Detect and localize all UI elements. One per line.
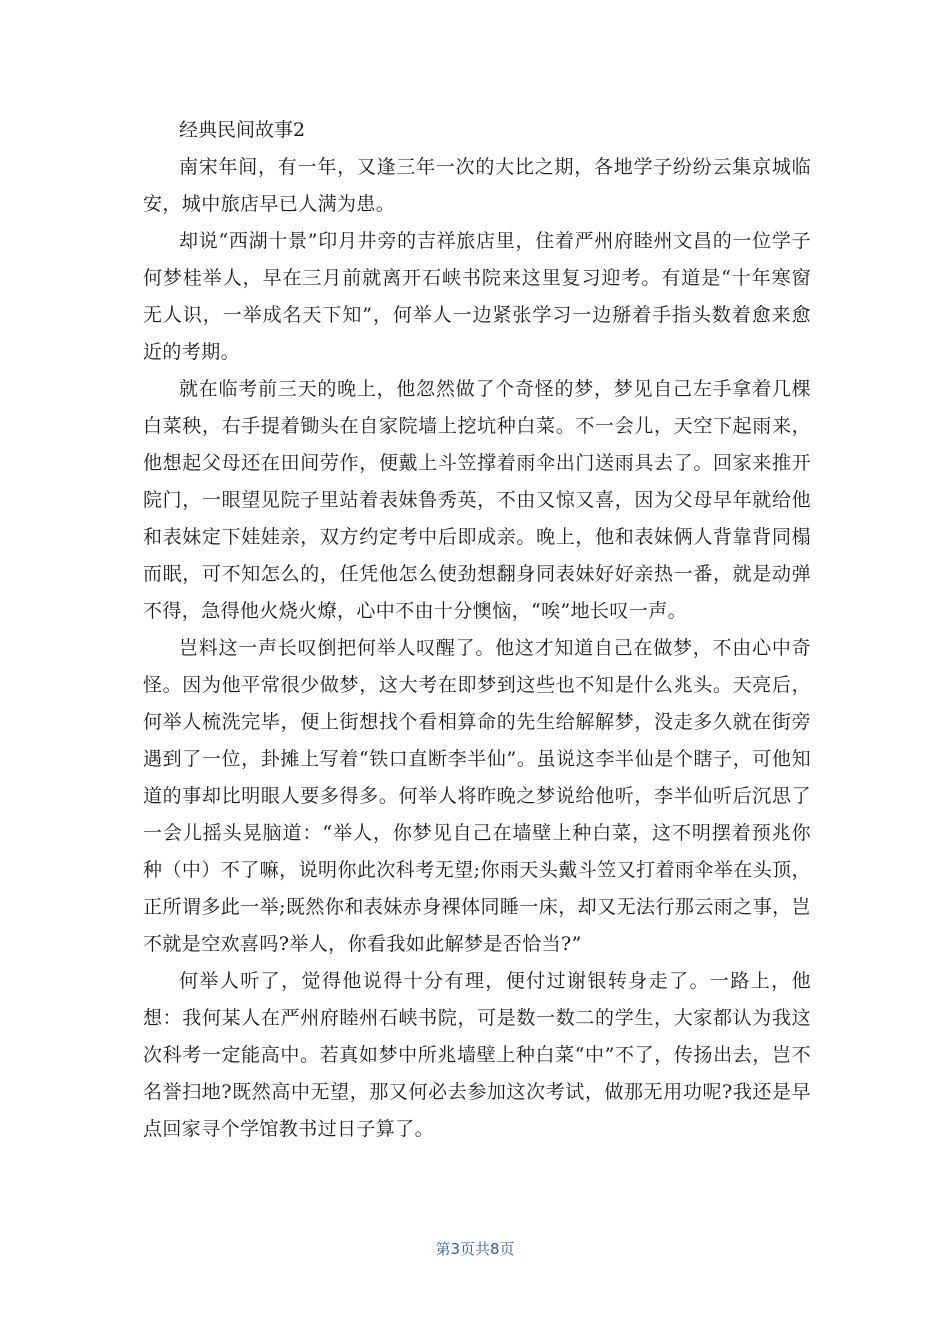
paragraph-1: 南宋年间，有一年，又逢三年一次的大比之期，各地学子纷纷云集京城临安，城中旅店早已人满为患。 — [143, 156, 811, 215]
story-heading: 经典民间故事2 — [179, 119, 306, 141]
paragraph-3: 就在临考前三天的晚上，他忽然做了个奇怪的梦，梦见自己左手拿着几棵白菜秧，右手提着锄头在自家院墙上挖坑种白菜。不一会儿，天空下起雨来，他想起父母还在田间劳作，便戴上斗笠撑着雨伞出门送雨具去了。回家来推开院门，一眼望见院子里站着表妹鲁秀英，不由又惊又喜，因为父母早年就给他和表妹定下娃娃亲，双方约定考中后即成亲。晚上，他和表妹俩人背靠背同榻而眠，可不知怎么的，任凭他怎么使劲想翻身同表妹好好亲热一番，就是动弹不得，急得他火烧火燎，心中不由十分懊恼，“唉”地长叹一声。 — [143, 378, 811, 622]
paragraph-2: 却说“西湖十景”印月井旁的吉祥旅店里，住着严州府睦州文昌的一位学子何梦桂举人，早在三月前就离开石峡书院来这里复习迎考。有道是“十年寒窗无人识，一举成名天下知”，何举人一边紧张学习一边掰着手指头数着愈来愈近的考期。 — [143, 230, 811, 363]
document-body — [143, 112, 811, 1148]
page-number: 第3页共8页 — [435, 1240, 515, 1258]
paragraph-4: 岂料这一声长叹倒把何举人叹醒了。他这才知道自己在做梦，不由心中奇怪。因为他平常很少做梦，这大考在即梦到这些也不知是什么兆头。天亮后，何举人梳洗完毕，便上街想找个看相算命的先生给解解梦，没走多久就在街旁遇到了一位，卦摊上写着“铁口直断李半仙”。虽说这李半仙是个瞎子，可他知道的事却比明眼人要多得多。何举人将昨晚之梦说给他听，李半仙听后沉思了一会儿摇头晃脑道：“举人，你梦见自己在墙壁上种白菜，这不明摆着预兆你种（中）不了嘛，说明你此次科考无望;你雨天头戴斗笠又打着雨伞举在头顶，正所谓多此一举;既然你和表妹赤身裸体同睡一床，却又无法行那云雨之事，岂不就是空欢喜吗?举人，你看我如此解梦是否恰当?” — [143, 637, 811, 955]
paragraph-5: 何举人听了，觉得他说得十分有理，便付过谢银转身走了。一路上，他想：我何某人在严州府睦州石峡书院，可是数一数二的学生，大家都认为我这次科考一定能高中。若真如梦中所兆墙壁上种白菜“中”不了，传扬出去，岂不名誉扫地?既然高中无望，那又何必去参加这次考试，做那无用功呢?我还是早点回家寻个学馆教书过日子算了。 — [143, 970, 811, 1140]
